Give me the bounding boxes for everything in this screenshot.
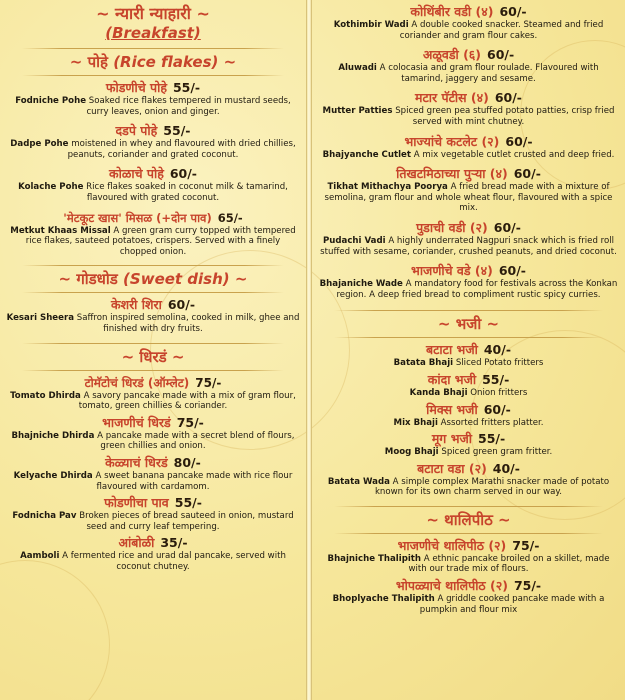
item-name-marathi: फोडणीचा पाव (104, 495, 169, 511)
item-name-marathi: कांदा भजी (427, 371, 477, 387)
item-description: moistened in whey and flavoured with dried chillies, peanuts, coriander and grated coconut. (67, 139, 296, 160)
section-divider (22, 265, 284, 266)
item-name: Metkut Khaas Missal (10, 225, 111, 236)
item-name-marathi: भोपळ्याचे थालिपीठ (२) (395, 578, 508, 594)
section-divider (334, 506, 603, 507)
item-description: A mandatory food for festivals across the Konkan region. A deep fried bread to compliment rustic spicy curries. (336, 279, 618, 300)
item-name-marathi: बटाटा वडा (२) (417, 460, 487, 476)
section-divider (22, 48, 284, 49)
item-price: 55/- (482, 371, 510, 387)
item-name-marathi: 'मेटकूट खास' मिसळ (+दोन पाव) (63, 210, 212, 225)
item-name-marathi: तिखटमिठाच्या पुऱ्या (४) (396, 166, 508, 182)
item-name: Bhajniche Dhirda (11, 430, 95, 441)
breakfast-title: ~ न्यारी न्याहारी ~ (96, 4, 210, 23)
item-name: Moog Bhaji (384, 447, 439, 458)
menu-item-kothimbir-wadi (312, 4, 625, 41)
item-name-marathi: बटाटा भजी (425, 342, 478, 358)
item-name: Kanda Bhaji (409, 387, 468, 398)
menu-item-kolache-pohe (0, 166, 306, 203)
item-price: 60/- (483, 401, 511, 417)
item-name-marathi: भाज्यांचे कटलेट (२) (404, 133, 500, 149)
item-price: 60/- (505, 133, 533, 149)
item-name: Bhajniche Thalipith (327, 553, 422, 564)
thalipith-section-title: ~ थालिपीठ ~ (426, 510, 511, 529)
dhirde-section-title: ~ धिरडं ~ (121, 347, 185, 366)
sweet-title-marathi: ~ गोडधोड (58, 270, 118, 289)
item-name-marathi: भाजणीचे थालिपीठ (२) (397, 537, 507, 553)
item-price: 55/- (163, 123, 191, 139)
item-description: A sweet banana pancake made with rice flour flavoured with cardamom. (95, 470, 293, 492)
item-description: A griddle cooked pancake made with a pumpkin and flour mix (419, 594, 605, 615)
item-description: A pancake made with a secret blend of flours, green chillies and onion. (97, 430, 295, 452)
menu-item-mutter-patties (312, 90, 625, 127)
item-price: 75/- (176, 414, 204, 430)
item-name: Kelyache Dhirda (13, 470, 93, 481)
item-name-marathi: मिक्स भजी (426, 401, 478, 417)
item-name-marathi: कोथिंबीर वडी (४) (410, 4, 494, 19)
item-name: Bhoplyache Thalipith (332, 594, 435, 605)
item-name: Dadpe Pohe (10, 139, 69, 150)
item-price: 60/- (513, 166, 541, 182)
item-description: A savory pancake made with a mix of gram flour, tomato, green chillies & coriander. (78, 390, 296, 412)
item-description: A fermented rice and urad dal pancake, served with coconut chutney. (62, 551, 286, 572)
item-price: 40/- (483, 342, 512, 358)
item-description: Saffron inspired semolina, cooked in milk, ghee and finished with dry fruits. (76, 313, 300, 334)
item-name-marathi: अळूवडी (६) (422, 47, 482, 63)
item-name: Kothimbir Wadi (333, 20, 409, 30)
menu-item-mix-bhaji (312, 402, 625, 429)
menu-item-batata-bhaji (312, 342, 625, 369)
item-name: Bhajaniche Wade (319, 279, 403, 290)
item-description: Spiced green gram fritter. (441, 447, 553, 458)
menu-item-metkut-khaas-missal (0, 210, 306, 258)
item-price: 60/- (498, 263, 526, 279)
breakfast-subtitle: (Breakfast) (105, 24, 201, 42)
item-name: Kesari Sheera (6, 313, 75, 324)
menu-item-aamboli (0, 535, 306, 572)
item-price: 60/- (493, 219, 521, 235)
menu-item-bhoplyache-thalipith (312, 578, 625, 615)
menu-item-bhajniche-thalipith (312, 538, 625, 575)
item-price: 80/- (173, 454, 201, 470)
item-description: A simple complex Marathi snacker made of potato known for its own charm served in our way. (374, 476, 610, 498)
item-name: Fodniche Pohe (15, 96, 87, 106)
item-description: A mix vegetable cutlet crusted and deep fried. (413, 149, 615, 160)
item-name-marathi: मटार पॅटीस (४) (415, 90, 489, 106)
item-name-marathi: आंबोळी (118, 535, 155, 551)
item-price: 75/- (513, 578, 542, 594)
item-description: A double cooked snacker. Steamed and fried coriander and gram flour cakes. (399, 20, 604, 41)
item-price: 60/- (487, 47, 515, 63)
item-description: A ethnic pancake broiled on a skillet, made with our trade mix of flours. (408, 553, 610, 575)
item-price: 55/- (172, 80, 201, 95)
sweet-title-tail: ~ (234, 270, 248, 289)
item-name: Batata Wada (327, 476, 390, 487)
menu-item-pudachi-vadi (312, 220, 625, 257)
menu-item-bhajniche-dhirda (0, 415, 306, 452)
item-price: 55/- (478, 431, 506, 447)
menu-item-batata-wada (312, 461, 625, 498)
item-name: Aluwadi (338, 63, 377, 74)
menu-item-kanda-bhaji (312, 372, 625, 399)
pohe-title-marathi: ~ पोहे (69, 53, 108, 71)
menu-item-tikhat-mithachya-poorya (312, 166, 625, 214)
item-description: Assorted fritters platter. (440, 417, 544, 428)
item-price: 60/- (167, 297, 196, 313)
item-price: 60/- (169, 166, 197, 182)
item-name-marathi: दडपे पोहे (115, 123, 158, 139)
section-divider (334, 310, 603, 311)
item-name-marathi: केशरी शिरा (110, 297, 162, 313)
section-divider (22, 370, 284, 371)
item-description: Broken pieces of bread sauteed in onion, mustard seed and curry leaf tempering. (79, 511, 294, 532)
section-divider (334, 337, 603, 338)
item-name-marathi: पुडाची वडी (२) (416, 219, 488, 235)
item-price: 60/- (494, 90, 522, 106)
item-description: Spiced green pea stuffed potato patties, crisp fried served with mint chutney. (395, 106, 615, 127)
item-name-marathi: भाजणीचं धिरडं (102, 414, 171, 430)
bhaji-section-title: ~ भजी ~ (437, 315, 500, 334)
item-description: Sliced Potato fritters (455, 358, 544, 369)
right-column (312, 0, 625, 700)
menu-item-bhajyanche-cutlet (312, 134, 625, 161)
item-price: 40/- (492, 460, 520, 476)
item-description: Soaked rice flakes tempered in mustard seeds, curry leaves, onion and ginger. (86, 96, 291, 117)
item-name: Bhajyanche Cutlet (322, 149, 411, 160)
item-name: Tikhat Mithachya Poorya (327, 182, 448, 193)
menu-item-fodnicha-pav (0, 495, 306, 532)
item-description: A colocasia and gram flour roulade. Flavoured with tamarind, jaggery and sesame. (379, 63, 599, 84)
section-divider (22, 343, 284, 344)
menu-item-moog-bhaji (312, 431, 625, 458)
menu-item-dadpe-pohe (0, 123, 306, 160)
menu-item-tomato-dhirda (0, 375, 306, 412)
item-description: Rice flakes soaked in coconut milk & tamarind, flavoured with grated coconut. (86, 182, 288, 203)
item-name: Pudachi Vadi (322, 235, 386, 246)
item-name: Batata Bhaji (393, 358, 454, 369)
item-name: Aamboli (20, 551, 60, 562)
item-name-marathi: भाजणीचे वडे (४) (411, 263, 493, 279)
menu-item-kesari-sheera (0, 297, 306, 334)
section-divider (22, 75, 284, 76)
item-name-marathi: फोडणीचे पोहे (105, 80, 167, 95)
item-description: Onion fritters (470, 387, 528, 398)
menu-item-fodniche-pohe (0, 80, 306, 117)
left-column (0, 0, 306, 700)
menu-item-aluwadi (312, 47, 625, 84)
item-price: 75/- (512, 537, 540, 553)
item-name: Fodnicha Pav (12, 511, 77, 522)
item-name-marathi: कोळाचे पोहे (109, 166, 164, 182)
item-name-marathi: केळ्याचं धिरडं (105, 454, 168, 470)
item-price: 55/- (174, 495, 202, 511)
item-name-marathi: मूग भजी (431, 431, 472, 447)
pohe-section-title (0, 53, 306, 71)
item-name: Kolache Pohe (18, 182, 84, 193)
item-price: 60/- (499, 4, 527, 19)
section-divider (22, 292, 284, 293)
sweet-title-english: (Sweet dish) (123, 270, 230, 289)
item-name-marathi: टोमॅटोचं धिरडं (ऑम्लेट) (84, 375, 190, 390)
menu-item-kelyache-dhirda (0, 455, 306, 492)
item-name: Mutter Patties (322, 106, 393, 117)
item-name: Tomato Dhirda (10, 390, 81, 401)
item-price: 35/- (160, 535, 188, 551)
menu-item-bhajaniche-wade (312, 263, 625, 300)
item-description: A highly underrated Nagpuri snack which is fried roll stuffed with sesame, coriander, crushed peanuts, and dried coconut. (320, 235, 617, 257)
sweet-section-title (0, 270, 306, 288)
item-price: 75/- (195, 375, 222, 390)
pohe-title-tail: ~ (223, 53, 237, 71)
pohe-title-english: (Rice flakes) (113, 53, 219, 71)
item-price: 65/- (217, 210, 243, 225)
item-name: Mix Bhaji (393, 417, 438, 428)
item-description: A green gram curry topped with tempered rice flakes, sauteed potatoes, crispers. Served with a finely chopped onion. (25, 225, 296, 257)
section-divider (334, 533, 603, 534)
item-description: A fried bread made with a mixture of semolina, gram flour and whole wheat flour, flavoured with a spice mix. (324, 182, 613, 214)
